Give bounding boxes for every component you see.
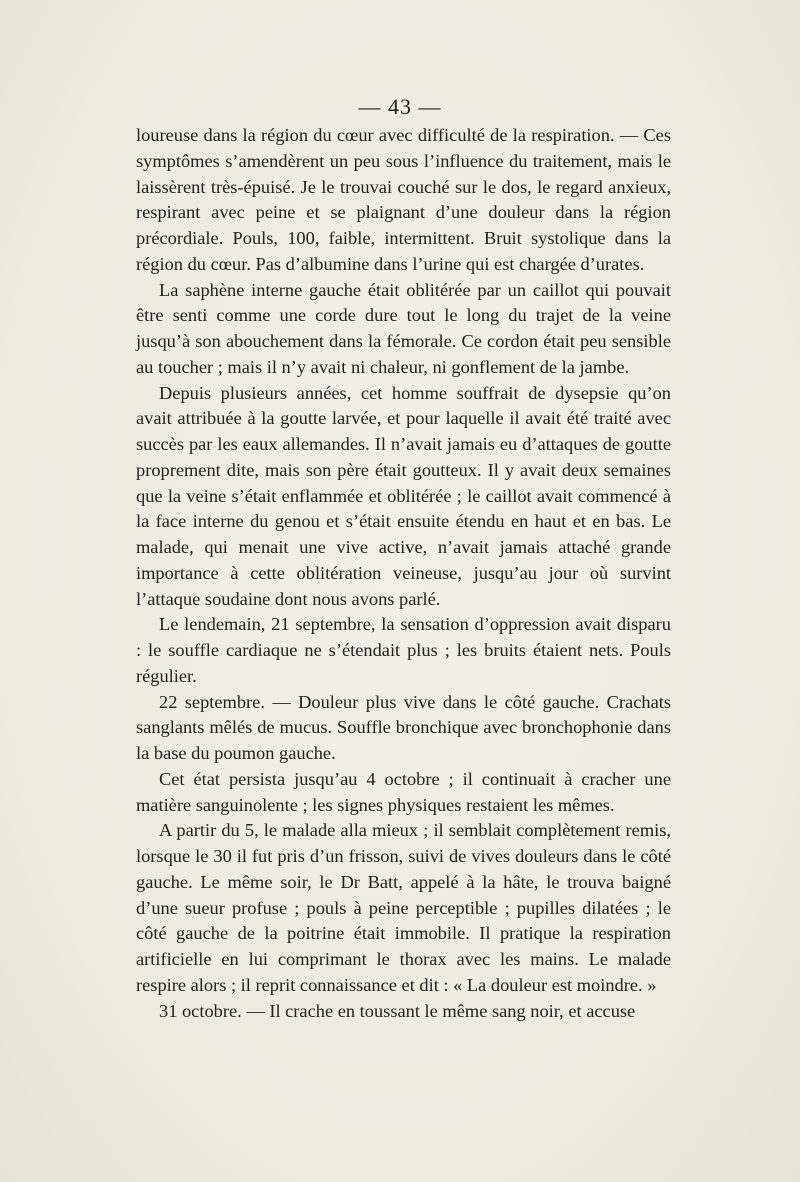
- paragraph-6: Cet état persista jusqu’au 4 octobre ; il continuait à cracher une matière sanguinolente ; les signes physiques restaient les mêmes.: [136, 768, 671, 815]
- paragraph-1: loureuse dans la région du cœur avec difficulté de la respiration. — Ces symptômes s’amendèrent un peu sous l’influence du traitement, mais le laissèrent très-épuisé. Je le trouvai couché sur le dos, le regard anxieux, respirant avec peine et se plaignant d’une douleur dans la région précordiale. Pouls, 100, faible, intermittent. Bruit systolique dans la région du cœur. Pas d’albumine dans l’urine qui est chargée d’urates.: [136, 125, 671, 274]
- body-text: [136, 123, 671, 1024]
- paragraph-2: La saphène interne gauche était oblitérée par un caillot qui pouvait être senti comme une corde dure tout le long du trajet de la veine jusqu’à son abouchement dans la fémorale. Ce cordon était peu sensible au toucher ; mais il n’y avait ni chaleur, ni gonflement de la jambe.: [136, 279, 671, 377]
- paragraph-7: A partir du 5, le malade alla mieux ; il semblait complètement remis, lorsque le 30 il fut pris d’un frisson, suivi de vives douleurs dans le côté gauche. Le même soir, le Dr Batt, appelé à la hâte, le trouva baigné d’une sueur profuse ; pouls à peine perceptible ; pupilles dilatées ; le côté gauche de la poitrine était immobile. Il pratique la respiration artificielle en lui comprimant le thorax avec les mains. Le malade respire alors ; il reprit connaissance et dit : « La douleur est moindre. »: [136, 820, 671, 995]
- paragraph-8: 31 octobre. — Il crache en toussant le même sang noir, et accuse: [159, 1000, 636, 1021]
- paragraph-5: 22 septembre. — Douleur plus vive dans le côté gauche. Crachats sanglants mêlés de mucus. Souffle bronchique avec bronchophonie dans la base du poumon gauche.: [136, 691, 671, 763]
- paragraph-4: Le lendemain, 21 septembre, la sensation d’oppression avait disparu : le souffle cardiaque ne s’étendait plus ; les bruits étaient nets. Pouls régulier.: [136, 614, 671, 686]
- page-number: — 43 —: [358, 94, 442, 119]
- paragraph-3: Depuis plusieurs années, cet homme souffrait de dysepsie qu’on avait attribuée à la goutte larvée, et pour laquelle il avait été traité avec succès par les eaux allemandes. Il n’avait jamais eu d’attaques de goutte proprement dite, mais son père était goutteux. Il y avait deux semaines que la veine s’était enflammée et oblitérée ; le caillot avait commencé à la face interne du genou et s’était ensuite étendu en haut et en bas. Le malade, qui menait une vive active, n’avait jamais attaché grande importance à cette oblitération veineuse, jusqu’au jour où survint l’attaque soudaine dont nous avons parlé.: [136, 382, 671, 609]
